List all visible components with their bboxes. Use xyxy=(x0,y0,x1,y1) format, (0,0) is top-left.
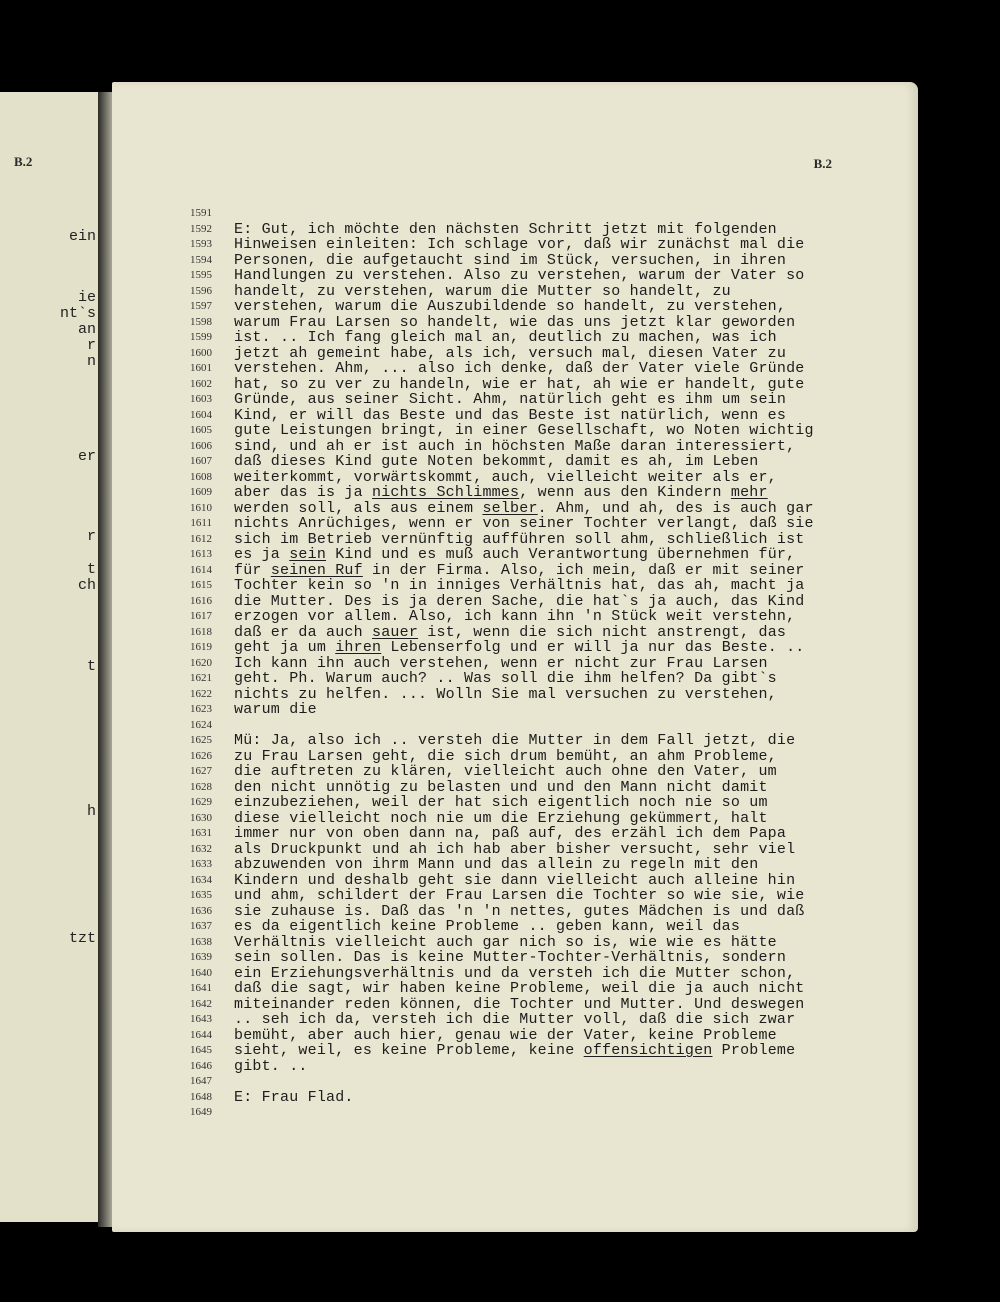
transcript-line xyxy=(176,1088,354,1106)
transcript-line xyxy=(176,825,787,842)
text-segment: Kind, er will das Beste und das Beste ist natürlich, wenn es xyxy=(234,406,787,424)
underlined-text: sauer xyxy=(372,623,419,641)
transcript-line xyxy=(176,980,805,997)
text-segment: Kindern und deshalb geht sie dann vielleicht auch alleine hin xyxy=(234,871,796,889)
line-number: 1615 xyxy=(190,579,212,591)
text-segment: in der Firma. Also, ich mein, daß er mit seiner xyxy=(362,561,805,579)
left-page-fragment: nt`s xyxy=(59,305,96,322)
line-number: 1625 xyxy=(190,734,212,746)
line-text xyxy=(234,1028,777,1044)
transcript-line xyxy=(176,267,805,284)
line-number: 1623 xyxy=(190,703,212,715)
transcript-line xyxy=(176,1074,212,1090)
line-number: 1641 xyxy=(190,982,212,994)
transcript-line xyxy=(176,794,768,811)
transcript-line xyxy=(176,329,777,346)
line-number: 1617 xyxy=(190,610,212,622)
text-segment: Probleme xyxy=(712,1042,796,1059)
line-text xyxy=(234,733,795,749)
text-segment: abzuwenden von ihrm Mann und das allein zu regeln mit den xyxy=(234,856,759,873)
line-text xyxy=(234,222,777,238)
line-text xyxy=(234,392,786,408)
text-segment: für xyxy=(234,561,271,579)
text-segment: , wenn aus den Kindern xyxy=(519,484,731,501)
line-number: 1603 xyxy=(190,393,212,405)
text-segment: als Druckpunkt und ah ich hab aber bisher versucht, sehr viel xyxy=(234,840,796,858)
text-segment: Tochter kein so 'n in inniges Verhältnis hat, das ah, macht ja xyxy=(234,577,805,594)
line-text xyxy=(234,1012,795,1028)
text-segment: diese vielleicht noch nie um die Erziehung gekümmert, halt xyxy=(234,809,768,827)
line-text xyxy=(234,640,805,656)
text-segment: E: Frau Flad. xyxy=(234,1088,354,1106)
left-page-fragment: an xyxy=(77,321,96,338)
transcript-line xyxy=(176,949,787,966)
transcript-line xyxy=(176,654,768,672)
line-number: 1636 xyxy=(190,904,212,917)
text-segment: verstehen, warum die Auszubildende so handelt, zu verstehen, xyxy=(234,298,787,315)
line-number: 1596 xyxy=(190,284,212,297)
text-segment: ist, wenn die sich nicht anstrengt, das xyxy=(418,623,787,641)
line-text xyxy=(234,811,768,827)
line-text xyxy=(234,439,795,455)
line-text xyxy=(234,594,805,610)
text-segment: geht ja um xyxy=(234,639,336,656)
line-text xyxy=(234,377,805,393)
line-number: 1631 xyxy=(190,827,212,839)
line-text xyxy=(234,671,777,687)
transcript-line xyxy=(176,747,777,765)
line-number: 1609 xyxy=(190,486,212,498)
underlined-text: nichts Schlimmes xyxy=(372,484,520,501)
line-text xyxy=(234,919,740,935)
line-number: 1614 xyxy=(190,563,212,576)
text-segment: gibt. .. xyxy=(234,1057,308,1075)
line-number: 1638 xyxy=(190,935,212,948)
line-number: 1602 xyxy=(190,377,212,390)
text-segment: . Ahm, und ah, des is auch gar xyxy=(537,499,814,517)
line-number: 1621 xyxy=(190,672,212,684)
text-segment: einzubeziehen, weil der hat sich eigentlich noch nie so um xyxy=(234,794,768,811)
line-text xyxy=(234,826,786,842)
line-number: 1599 xyxy=(190,331,212,343)
text-segment: Ich kann ihn auch verstehen, wenn er nicht zur Frau Larsen xyxy=(234,654,768,672)
text-segment: den nicht unnötig zu belasten und und den Mann nicht damit xyxy=(234,778,768,796)
line-text xyxy=(234,795,768,811)
line-text xyxy=(234,516,814,532)
text-segment: Mü: Ja, also ich .. versteh die Mutter in dem Fall jetzt, die xyxy=(234,732,796,749)
transcript-line xyxy=(176,360,805,377)
transcript-line xyxy=(176,840,796,858)
transcript-line xyxy=(176,406,787,424)
transcript-line xyxy=(176,887,805,904)
line-number: 1624 xyxy=(190,718,212,731)
line-number: 1597 xyxy=(190,300,212,312)
text-segment: .. seh ich da, versteh ich die Mutter voll, daß die sich zwar xyxy=(234,1011,796,1028)
transcript-line xyxy=(176,298,787,315)
line-text xyxy=(234,857,758,873)
transcript-line xyxy=(176,809,768,827)
line-text xyxy=(234,780,768,796)
transcript-line xyxy=(176,732,796,749)
transcript-line xyxy=(176,251,787,269)
line-text xyxy=(234,935,777,951)
left-page xyxy=(0,92,100,1222)
line-text xyxy=(234,904,805,920)
left-page-fragment: n xyxy=(86,353,96,370)
text-segment: warum die xyxy=(234,701,317,718)
transcript-line xyxy=(176,685,777,703)
transcript-line xyxy=(176,391,787,408)
line-text xyxy=(234,842,795,858)
line-text xyxy=(234,888,805,904)
transcript-line xyxy=(176,670,777,687)
text-segment: ein Erziehungsverhältnis und da versteh ich die Mutter schon, xyxy=(234,964,796,982)
line-number: 1629 xyxy=(190,796,212,808)
text-segment: es da eigentlich keine Probleme .. geben kann, weil das xyxy=(234,918,741,935)
text-segment: weiterkommt, vorwärtskommt, auch, vielleicht weiter als er, xyxy=(234,468,777,486)
transcript-line xyxy=(176,964,796,982)
line-number: 1591 xyxy=(190,207,212,219)
line-number: 1640 xyxy=(190,966,212,979)
text-segment: die auftreten zu klären, vielleicht auch ohne den Vater, um xyxy=(234,763,777,780)
left-page-fragment: r xyxy=(86,528,96,545)
text-segment: hat, so zu ver zu handeln, wie er hat, ah wie er handelt, gute xyxy=(234,375,805,393)
line-text xyxy=(234,950,786,966)
text-segment: E: Gut, ich möchte den nächsten Schritt jetzt mit folgenden xyxy=(234,220,777,238)
line-number: 1593 xyxy=(190,238,212,250)
transcript-line xyxy=(176,220,777,238)
line-number: 1634 xyxy=(190,873,212,886)
transcript-line xyxy=(176,1026,777,1044)
transcript-line xyxy=(176,701,317,718)
transcript-line xyxy=(176,515,814,532)
text-segment: die Mutter. Des is ja deren Sache, die hat`s ja auch, das Kind xyxy=(234,592,805,610)
left-page-fragment: r xyxy=(86,337,96,354)
transcript-line xyxy=(176,1042,796,1059)
line-text xyxy=(234,284,731,300)
line-number: 1637 xyxy=(190,920,212,932)
text-segment: Kind und es muß auch Verantwortung übernehmen für, xyxy=(326,546,796,563)
line-number: 1644 xyxy=(190,1028,212,1041)
line-number: 1646 xyxy=(190,1059,212,1072)
line-number: 1608 xyxy=(190,470,212,483)
line-text xyxy=(234,1059,308,1075)
transcript-line xyxy=(176,592,805,610)
line-text xyxy=(234,625,786,641)
line-text xyxy=(234,237,805,253)
text-segment: verstehen. Ahm, ... also ich denke, daß der Vater viele Gründe xyxy=(234,360,805,377)
line-number: 1622 xyxy=(190,687,212,700)
transcript-line xyxy=(176,282,731,300)
text-segment: nichts zu helfen. ... Wolln Sie mal versuchen zu verstehen, xyxy=(234,685,777,703)
line-text xyxy=(234,253,786,269)
left-page-fragment: ch xyxy=(77,577,96,594)
line-text xyxy=(234,454,758,470)
left-page-header: B.2 xyxy=(14,154,33,169)
transcript-line xyxy=(176,453,759,470)
line-number: 1601 xyxy=(190,362,212,374)
underlined-text: selber xyxy=(482,499,538,517)
text-segment: bemüht, aber auch hier, genau wie der Vater, keine Probleme xyxy=(234,1026,777,1044)
transcript-line xyxy=(176,1011,796,1028)
line-number: 1619 xyxy=(190,641,212,653)
line-text xyxy=(234,578,805,594)
text-segment: sind, und ah er ist auch in höchsten Maße daran interessiert, xyxy=(234,437,796,455)
text-segment: warum Frau Larsen so handelt, wie das uns jetzt klar geworden xyxy=(234,313,796,331)
line-number: 1647 xyxy=(190,1075,212,1087)
transcript-line xyxy=(176,856,759,873)
left-page-fragment: t xyxy=(86,561,96,578)
text-segment: sieht, weil, es keine Probleme, keine xyxy=(234,1042,584,1059)
text-segment: immer nur von oben dann na, paß auf, des erzähl ich dem Papa xyxy=(234,825,787,842)
text-segment: miteinander reden können, die Tochter und Mutter. Und deswegen xyxy=(234,995,805,1013)
transcript-line xyxy=(176,902,805,920)
line-number: 1613 xyxy=(190,548,212,560)
text-segment: aber das is ja xyxy=(234,484,373,501)
line-number: 1616 xyxy=(190,594,212,607)
line-number: 1612 xyxy=(190,532,212,545)
line-text xyxy=(234,532,805,548)
line-number: 1635 xyxy=(190,889,212,901)
text-segment: erzogen vor allem. Also, ich kann ihn 'n Stück weit verstehn, xyxy=(234,608,796,625)
line-text xyxy=(234,485,768,501)
line-number: 1627 xyxy=(190,765,212,777)
transcript-line xyxy=(176,639,805,656)
text-segment: jetzt ah gemeint habe, als ich, versuch mal, diesen Vater zu xyxy=(234,344,787,362)
line-text xyxy=(234,1090,354,1106)
left-page-fragment: ein xyxy=(68,228,96,245)
transcript-line xyxy=(176,530,805,548)
text-segment: sie zuhause is. Daß das 'n 'n nettes, gutes Mädchen is und daß xyxy=(234,902,805,920)
transcript-line xyxy=(176,344,787,362)
line-number: 1642 xyxy=(190,997,212,1010)
text-segment: Handlungen zu verstehen. Also zu verstehen, warum der Vater so xyxy=(234,267,805,284)
transcript-line xyxy=(176,499,814,517)
line-number: 1600 xyxy=(190,346,212,359)
line-text xyxy=(234,1043,795,1059)
line-number: 1649 xyxy=(190,1106,212,1118)
main-page xyxy=(112,82,918,1232)
left-page-fragment: er xyxy=(77,448,96,465)
underlined-text: offensichtigen xyxy=(583,1042,713,1059)
line-text xyxy=(234,764,777,780)
line-text xyxy=(234,997,805,1013)
transcript-line xyxy=(176,236,805,253)
transcript-line xyxy=(176,422,814,439)
line-number: 1607 xyxy=(190,455,212,467)
line-number: 1606 xyxy=(190,439,212,452)
transcript-line xyxy=(176,608,796,625)
line-number: 1645 xyxy=(190,1044,212,1056)
line-number: 1628 xyxy=(190,780,212,793)
line-number: 1592 xyxy=(190,222,212,235)
transcript-line xyxy=(176,313,796,331)
transcript-line xyxy=(176,718,212,734)
text-segment: daß er da auch xyxy=(234,623,373,641)
line-number: 1618 xyxy=(190,625,212,638)
line-number: 1605 xyxy=(190,424,212,436)
transcript-line xyxy=(176,918,741,935)
line-text xyxy=(234,346,786,362)
line-text xyxy=(234,563,805,579)
underlined-text: ihren xyxy=(335,639,382,656)
left-page-fragment: tzt xyxy=(68,930,96,947)
line-number: 1630 xyxy=(190,811,212,824)
line-number: 1626 xyxy=(190,749,212,762)
line-number: 1633 xyxy=(190,858,212,870)
line-text xyxy=(234,749,777,765)
transcript-line xyxy=(176,484,768,501)
text-segment: Lebenserfolg und er will ja nur das Beste. .. xyxy=(381,639,805,656)
text-segment: und ahm, schildert der Frau Larsen die Tochter so wie sie, wie xyxy=(234,887,805,904)
transcript-line xyxy=(176,206,212,222)
text-segment: ist. .. Ich fang gleich mal an, deutlich zu machen, was ich xyxy=(234,329,777,346)
text-segment: daß dieses Kind gute Noten bekommt, damit es ah, im Leben xyxy=(234,453,759,470)
transcript-lines xyxy=(176,206,814,1121)
text-segment: handelt, zu verstehen, warum die Mutter so handelt, zu xyxy=(234,282,731,300)
text-segment: Hinweisen einleiten: Ich schlage vor, daß wir zunächst mal die xyxy=(234,236,805,253)
transcript-line xyxy=(176,577,805,594)
line-text xyxy=(234,361,805,377)
left-page-fragment: h xyxy=(86,803,96,820)
line-text xyxy=(234,687,777,703)
transcript-line xyxy=(176,933,777,951)
left-page-fragment: t xyxy=(86,658,96,675)
text-segment: sein sollen. Das is keine Mutter-Tochter-Verhältnis, sondern xyxy=(234,949,787,966)
transcript-line xyxy=(176,623,787,641)
text-segment: Verhältnis vielleicht auch gar nich so is, wie wie es hätte xyxy=(234,933,777,951)
line-text xyxy=(234,981,805,997)
transcript-line xyxy=(176,468,777,486)
text-segment: Gründe, aus seiner Sicht. Ahm, natürlich geht es ihm um sein xyxy=(234,391,787,408)
line-number: 1610 xyxy=(190,501,212,514)
transcript-line xyxy=(176,995,805,1013)
line-number: 1594 xyxy=(190,253,212,266)
transcript-line xyxy=(176,778,768,796)
transcript-line xyxy=(176,437,796,455)
line-text xyxy=(234,547,795,563)
line-text xyxy=(234,609,795,625)
line-text xyxy=(234,408,786,424)
line-text xyxy=(234,330,777,346)
transcript-line xyxy=(176,1057,308,1075)
underlined-text: sein xyxy=(289,546,327,563)
transcript-line xyxy=(176,1105,212,1121)
line-text xyxy=(234,702,317,718)
line-number: 1611 xyxy=(190,517,212,529)
text-segment: zu Frau Larsen geht, die sich drum bemüht, an ahm Probleme, xyxy=(234,747,777,765)
line-text xyxy=(234,423,814,439)
line-number: 1643 xyxy=(190,1013,212,1025)
transcript-line xyxy=(176,561,805,579)
transcript-line xyxy=(176,546,796,563)
text-segment: Personen, die aufgetaucht sind im Stück, versuchen, in ihren xyxy=(234,251,787,269)
left-page-fragment: ie xyxy=(77,289,96,306)
line-number: 1620 xyxy=(190,656,212,669)
underlined-text: mehr xyxy=(730,484,768,501)
line-text xyxy=(234,268,805,284)
line-text xyxy=(234,873,795,889)
transcript-line xyxy=(176,763,777,780)
line-text xyxy=(234,966,795,982)
line-text xyxy=(234,656,768,672)
line-number: 1604 xyxy=(190,408,212,421)
text-segment: es ja xyxy=(234,546,290,563)
text-segment: werden soll, als aus einem xyxy=(234,499,483,517)
line-text xyxy=(234,315,795,331)
underlined-text: seinen Ruf xyxy=(270,561,363,579)
line-text xyxy=(234,470,777,486)
section-label: B.2 xyxy=(813,156,832,171)
line-number: 1598 xyxy=(190,315,212,328)
line-number: 1632 xyxy=(190,842,212,855)
text-segment: geht. Ph. Warum auch? .. Was soll die ihm helfen? Da gibt`s xyxy=(234,670,777,687)
transcript-line xyxy=(176,375,805,393)
text-segment: daß die sagt, wir haben keine Probleme, weil die ja auch nicht xyxy=(234,980,805,997)
text-segment: sich im Betrieb vernünftig aufführen soll ahm, schließlich ist xyxy=(234,530,805,548)
text-segment: gute Leistungen bringt, in einer Gesellschaft, wo Noten wichtig xyxy=(234,422,814,439)
line-number: 1639 xyxy=(190,951,212,963)
transcript-line xyxy=(176,871,796,889)
line-text xyxy=(234,501,814,517)
line-number: 1595 xyxy=(190,269,212,281)
line-number: 1648 xyxy=(190,1090,212,1103)
line-text xyxy=(234,299,786,315)
text-segment: nichts Anrüchiges, wenn er von seiner Tochter verlangt, daß sie xyxy=(234,515,814,532)
